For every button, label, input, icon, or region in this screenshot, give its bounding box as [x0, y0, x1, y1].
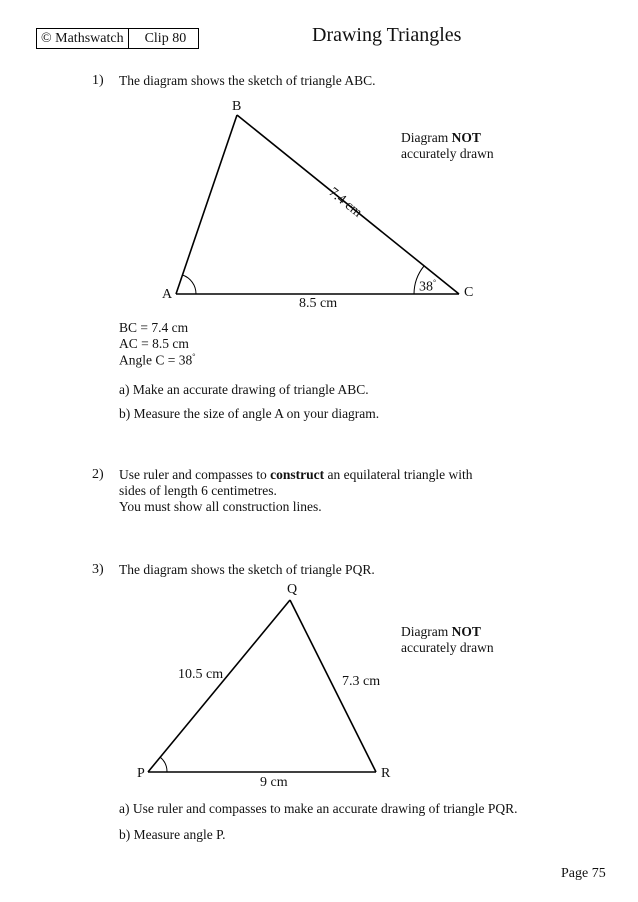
side-bc-label: 7.4 cm [325, 185, 365, 221]
given-bc: BC = 7.4 cm [119, 320, 189, 335]
clip-label: Clip 80 [128, 29, 199, 48]
q3-part-a: a) Use ruler and compasses to make an accurate drawing of triangle PQR. [119, 801, 518, 816]
page-title: Drawing Triangles [312, 24, 462, 46]
side-ac-label: 8.5 cm [299, 296, 338, 311]
vertex-r-label: R [381, 766, 391, 781]
given-angle: Angle C = 38° [119, 352, 196, 368]
q3-intro: The diagram shows the sketch of triangle PQR. [119, 562, 375, 577]
q1-part-a: a) Make an accurate drawing of triangle ABC. [119, 382, 369, 397]
side-pr-label: 9 cm [260, 775, 288, 790]
vertex-a-label: A [162, 287, 173, 302]
q3-number: 3) [92, 562, 104, 577]
page-number: Page 75 [561, 866, 606, 881]
side-pq-label: 10.5 cm [178, 667, 224, 682]
q2-line1: Use ruler and compasses to construct an equilateral triangle with [119, 467, 473, 482]
side-pq [148, 600, 290, 772]
q1-intro: The diagram shows the sketch of triangle ABC. [119, 73, 376, 88]
q2-number: 2) [92, 467, 104, 482]
given-ac: AC = 8.5 cm [119, 336, 189, 351]
angle-arc-a [183, 275, 197, 294]
side-qr-label: 7.3 cm [342, 674, 381, 689]
q1-note-line2: accurately drawn [401, 146, 494, 161]
copyright-label: © Mathswatch [41, 31, 124, 46]
q2-line2: sides of length 6 centimetres. [119, 483, 277, 498]
vertex-b-label: B [232, 99, 242, 114]
q2-line3: You must show all construction lines. [119, 499, 322, 514]
q3-note-line2: accurately drawn [401, 640, 494, 655]
q3-note-line1: Diagram NOT [401, 624, 481, 639]
q3-part-b: b) Measure angle P. [119, 827, 226, 842]
side-ab [176, 115, 237, 294]
vertex-c-label: C [464, 285, 474, 300]
q1-note-line1: Diagram NOT [401, 130, 481, 145]
vertex-p-label: P [137, 766, 145, 781]
vertex-q-label: Q [287, 582, 298, 597]
angle-c-label: 38° [419, 278, 437, 295]
q1-number: 1) [92, 73, 104, 88]
angle-arc-p [160, 757, 167, 772]
q1-part-b: b) Measure the size of angle A on your diagram. [119, 406, 380, 421]
